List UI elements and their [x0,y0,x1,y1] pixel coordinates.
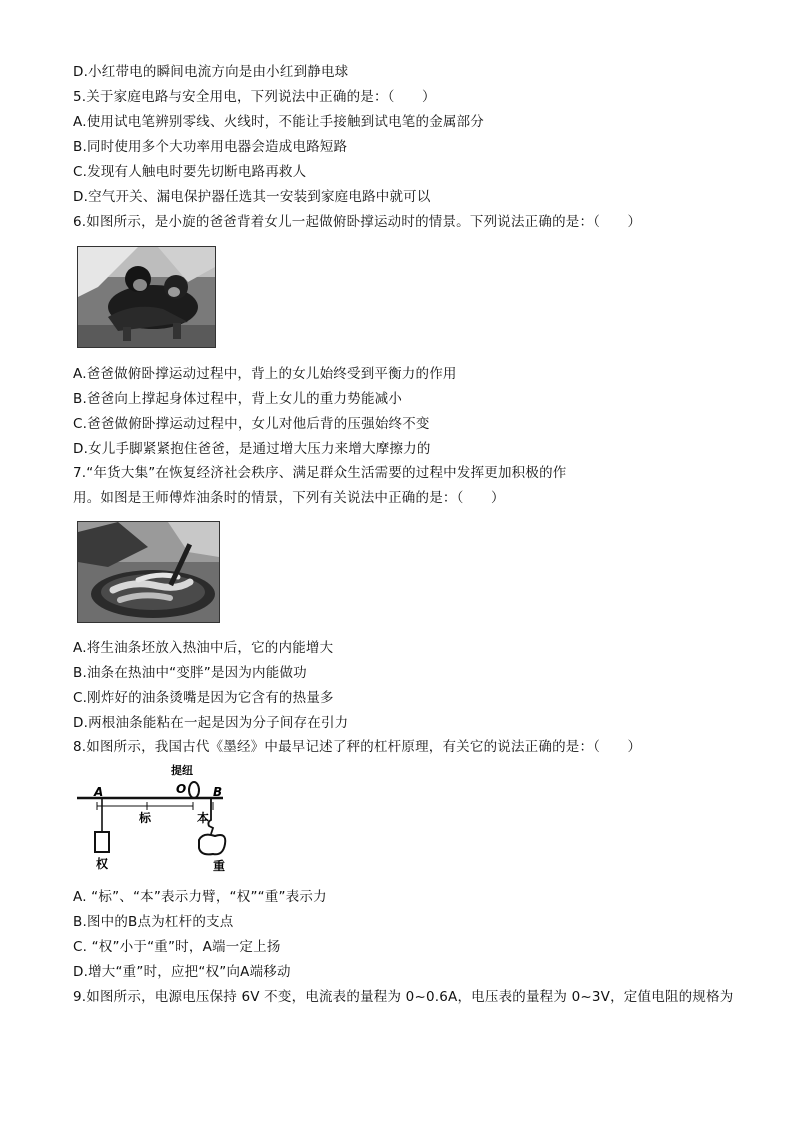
q7-frying-photo-graphic [78,522,219,622]
label-o: O [176,782,187,796]
q6-pushup-photo [77,246,216,348]
q6-pushup-photo-graphic [78,247,215,347]
q8-option-d: D.增大“重”时，应把“权”向A端移动 [73,964,291,980]
q8-stem: 8.如图所示，我国古代《墨经》中最早记述了秤的杠杆原理，有关它的说法正确的是：（ ） [73,739,642,755]
q4-option-d: D.小红带电的瞬间电流方向是由小红到静电球 [73,64,349,80]
label-ben: 本 [197,811,210,825]
q5-option-a: A.使用试电笔辨别零线、火线时，不能让手接触到试电笔的金属部分 [73,114,484,130]
q6-option-a: A.爸爸做俯卧撑运动过程中，背上的女儿始终受到平衡力的作用 [73,366,457,382]
lever-hook-loop [189,782,199,798]
q7-frying-photo [77,521,220,623]
label-tiniu: 提纽 [171,764,193,777]
label-quan: 权 [96,857,109,871]
q5-stem: 5.关于家庭电路与安全用电，下列说法中正确的是：（ ） [73,89,436,105]
object-hook [208,798,213,834]
q5-option-c: C.发现有人触电时要先切断电路再救人 [73,164,307,180]
q9-stem: 9.如图所示，电源电压保持 6V 不变，电流表的量程为 0~0.6A，电压表的量程为 0~3V，定值电阻的规格为 [73,989,734,1005]
q6-option-b: B.爸爸向上撑起身体过程中，背上女儿的重力势能减小 [73,391,403,407]
q6-stem: 6.如图所示，是小旋的爸爸背着女儿一起做俯卧撑运动时的情景。下列说法正确的是：（ ） [73,214,642,230]
q8-option-c: C. “权”小于“重”时，A端一定上扬 [73,939,281,955]
q7-option-d: D.两根油条能粘在一起是因为分子间存在引力 [73,715,349,731]
q8-steelyard-diagram [73,760,243,878]
label-zhong: 重 [213,859,226,873]
q7-option-a: A.将生油条坯放入热油中后，它的内能增大 [73,640,334,656]
q6-option-c: C.爸爸做俯卧撑运动过程中，女儿对他后背的压强始终不变 [73,416,430,432]
q7-option-b: B.油条在热油中“变胖”是因为内能做功 [73,665,307,681]
q8-option-b: B.图中的B点为杠杆的支点 [73,914,234,930]
q8-steelyard-diagram-graphic [73,760,243,878]
label-biao: 标 [139,811,152,825]
q6-option-d: D.女儿手脚紧紧抱住爸爸，是通过增大压力来增大摩擦力的 [73,441,431,457]
q8-option-a: A. “标”、“本”表示力臂，“权”“重”表示力 [73,889,327,905]
weight-quan [95,832,109,852]
q7-stem-line2: 用。如图是王师傅炸油条时的情景，下列有关说法中正确的是：（ ） [73,490,505,506]
object-zhong [199,835,225,855]
q5-option-b: B.同时使用多个大功率用电器会造成电路短路 [73,139,348,155]
label-a: A [94,785,104,799]
q7-option-c: C.刚炸好的油条烫嘴是因为它含有的热量多 [73,690,334,706]
q5-option-d: D.空气开关、漏电保护器任选其一安装到家庭电路中就可以 [73,189,431,205]
label-b: B [213,785,223,799]
q7-stem-line1: 7.“年货大集”在恢复经济社会秩序、满足群众生活需要的过程中发挥更加积极的作 [73,465,567,481]
